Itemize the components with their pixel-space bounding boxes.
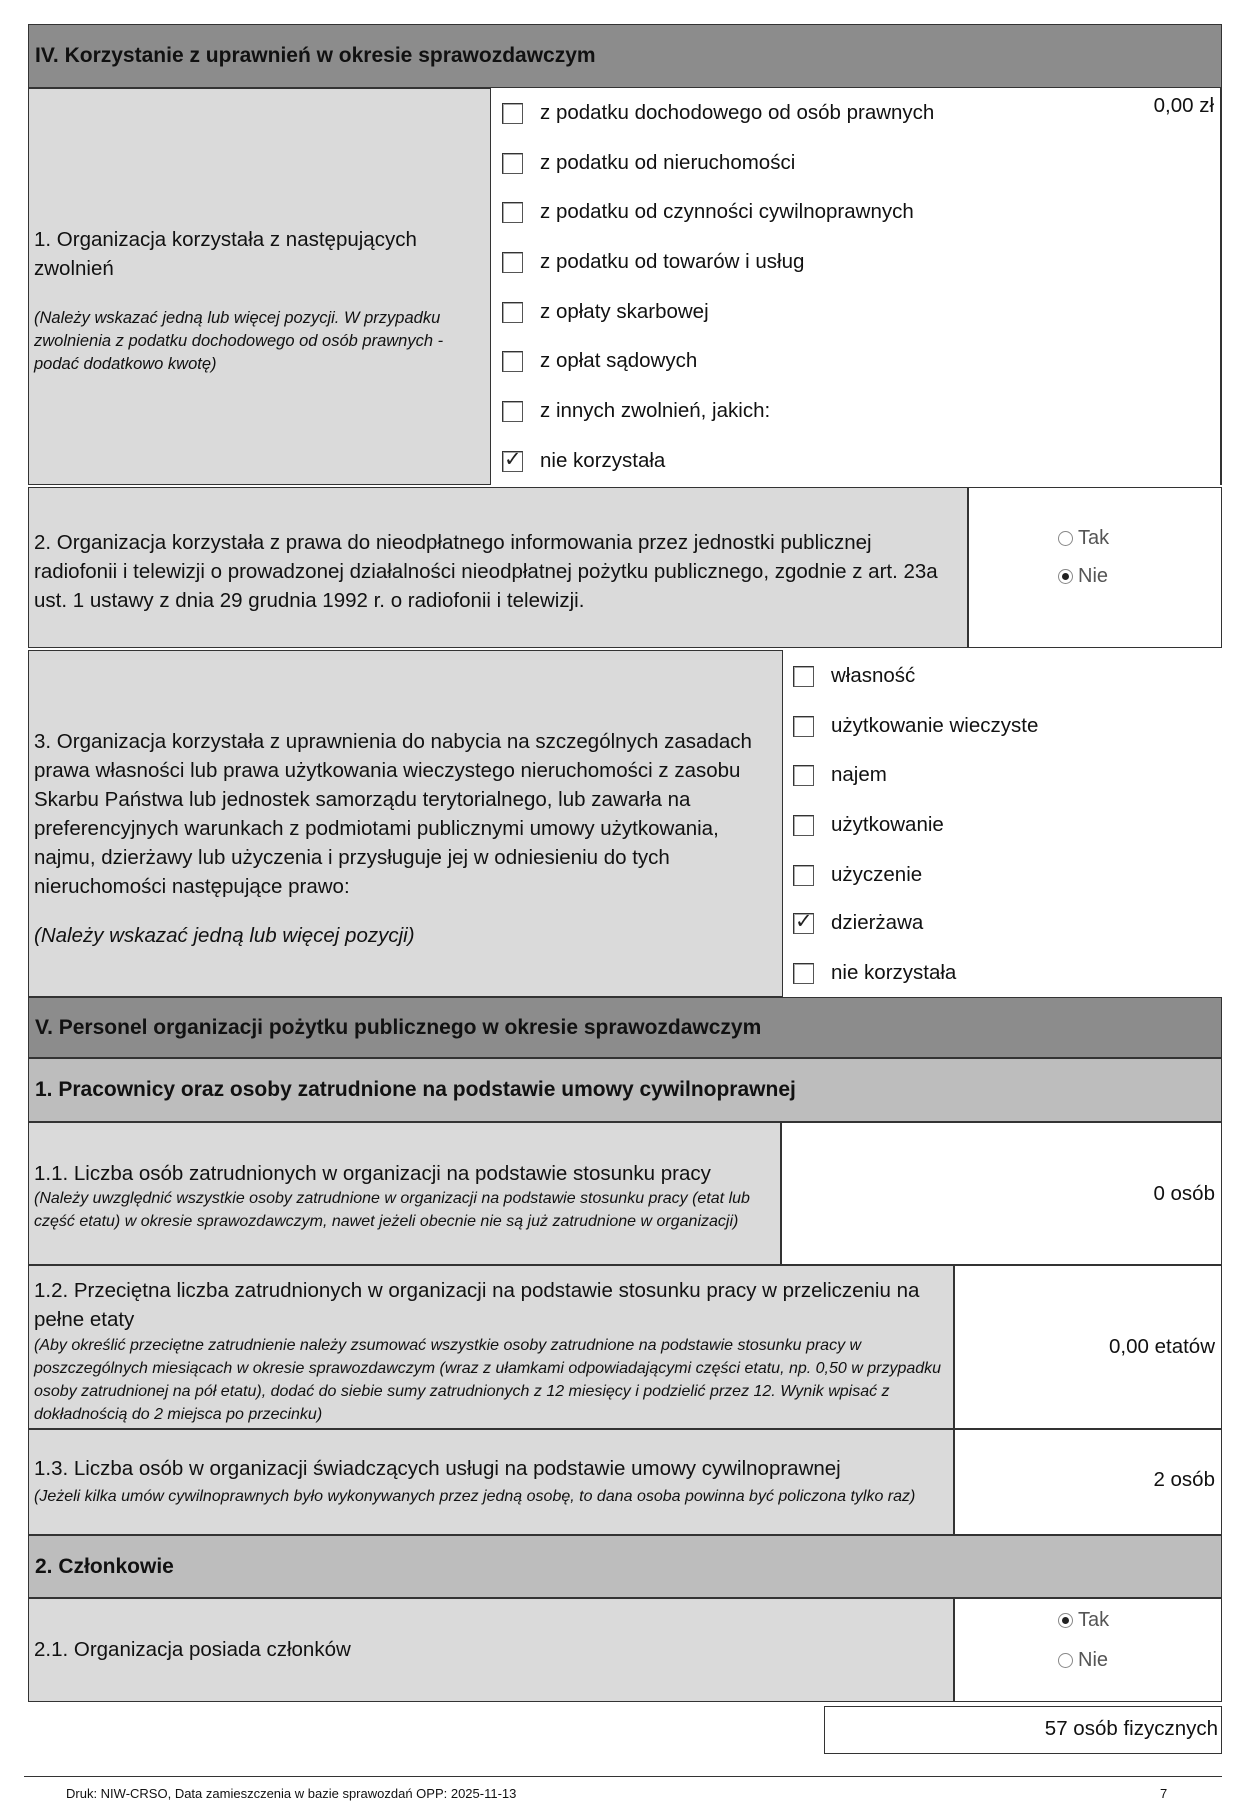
q1-label: 1. Organizacja korzystała z następujących zwolnień — [34, 228, 417, 280]
q12-note: (Aby określić przeciętne zatrudnienie należy zsumować wszystkie osoby zatrudnione na podstawie stosunku pracy w poszczególnych miesiącach w okresie sprawozdawczym (wraz z ułamkami odpowiadającymi części etatu, np. 0,50 w przypadku osoby zatrudnionej na pół etatu), dodać do siebie sumy zatrudnionych z 12 miesięcy i podzielić przez 12. Wynik wpisać z dokładnością do 2 miejsca po przecinku) — [34, 1337, 942, 1423]
q21-label-cell — [28, 1598, 954, 1702]
checkbox-checked-icon[interactable] — [502, 451, 523, 472]
section-v-header — [28, 997, 1222, 1058]
q2-label-cell — [28, 487, 968, 648]
subsection-1-title: 1. Pracownicy oraz osoby zatrudnione na podstawie umowy cywilnoprawnej — [35, 1078, 796, 1101]
checkbox-icon[interactable] — [502, 153, 523, 174]
checkbox-icon[interactable] — [502, 202, 523, 223]
q21-label: 2.1. Organizacja posiada członków — [34, 1638, 351, 1661]
q3-option-lease[interactable]: ✓ dzierżawa — [793, 911, 923, 935]
q3-option-ownership[interactable]: własność — [793, 664, 915, 688]
q13-label: 1.3. Liczba osób w organizacji świadczących usługi na podstawie umowy cywilnoprawnej — [34, 1457, 841, 1480]
q1-note: (Należy wskazać jedną lub więcej pozycji. W przypadku zwolnienia z podatku dochodowego od osób prawnych - podać dodatkowo kwotę) — [34, 309, 444, 373]
q12-value-cell — [954, 1265, 1222, 1429]
q13-value: 2 osób — [1153, 1468, 1215, 1491]
q1-option-none[interactable]: ✓ nie korzystała — [502, 449, 665, 473]
q11-note: (Należy uwzględnić wszystkie osoby zatrudnione w organizacji na podstawie stosunku pracy (etat lub część etatu) w okresie sprawozdawczym, nawet jeżeli obecnie nie są już zatrudnione w organizacji) — [34, 1190, 750, 1230]
checkbox-icon[interactable] — [502, 351, 523, 372]
q1-label-cell — [28, 88, 491, 485]
q13-label-cell — [28, 1429, 954, 1535]
q11-value: 0 osób — [1153, 1182, 1215, 1205]
radio-icon[interactable] — [1058, 1653, 1073, 1668]
q1-option-vat[interactable]: z podatku od towarów i usług — [502, 250, 804, 274]
q13-note: (Jeżeli kilka umów cywilnoprawnych było wykonywanych przez jedną osobę, to dana osoba powinna być policzona tylko raz) — [34, 1488, 916, 1505]
checkbox-icon[interactable] — [793, 765, 814, 786]
page-number: 7 — [1160, 1786, 1168, 1801]
footer-divider — [24, 1776, 1222, 1777]
q21-count-cell — [824, 1706, 1222, 1754]
q1-option-property-tax[interactable]: z podatku od nieruchomości — [502, 151, 795, 175]
q12-label-cell — [28, 1265, 954, 1429]
radio-selected-icon[interactable] — [1058, 1613, 1073, 1628]
q3-option-rent[interactable]: najem — [793, 763, 887, 787]
q11-label-cell — [28, 1122, 781, 1265]
q1-option-stamp-duty[interactable]: z opłaty skarbowej — [502, 300, 709, 324]
q2-option-no[interactable]: Nie — [1058, 565, 1108, 588]
checkbox-icon[interactable] — [502, 103, 523, 124]
subsection-2-header — [28, 1535, 1222, 1598]
section-iv-title: IV. Korzystanie z uprawnień w okresie sprawozdawczym — [35, 44, 596, 67]
q3-option-perpetual-usufruct[interactable]: użytkowanie wieczyste — [793, 714, 1038, 738]
q21-option-no[interactable]: Nie — [1058, 1649, 1108, 1672]
q21-option-yes[interactable]: Tak — [1058, 1609, 1109, 1632]
q21-count: 57 osób fizycznych — [1044, 1717, 1218, 1740]
checkbox-icon[interactable] — [502, 401, 523, 422]
q3-option-usufruct[interactable]: użytkowanie — [793, 813, 944, 837]
q12-label: 1.2. Przeciętna liczba zatrudnionych w organizacji na podstawie stosunku pracy w przeliczeniu na pełne etaty — [34, 1279, 920, 1331]
section-iv-header — [28, 24, 1222, 88]
radio-icon[interactable] — [1058, 531, 1073, 546]
q3-note: (Należy wskazać jedną lub więcej pozycji) — [34, 924, 415, 947]
q3-label-cell — [28, 650, 783, 997]
footer-text: Druk: NIW-CRSO, Data zamieszczenia w bazie sprawozdań OPP: 2025-11-13 — [66, 1786, 517, 1801]
q13-value-cell — [954, 1429, 1222, 1535]
checkbox-icon[interactable] — [793, 963, 814, 984]
q11-value-cell — [781, 1122, 1222, 1265]
q3-label: 3. Organizacja korzystała z uprawnienia do nabycia na szczególnych zasadach prawa własności lub prawa użytkowania wieczystego nieruchomości z zasobu Skarbu Państwa lub jednostek samorządu terytorialnego, lub zawarła na preferencyjnych warunkach z podmiotami publicznymi umowy użytkowania, najmu, dzierżawy lub użyczenia i przysługuje jej w odniesieniu do tych nieruchomości następujące prawo: — [34, 730, 752, 898]
checkbox-icon[interactable] — [502, 252, 523, 273]
q2-label: 2. Organizacja korzystała z prawa do nieodpłatnego informowania przez jednostki publicznej radiofonii i telewizji o prowadzonej działalności nieodpłatnej pożytku publicznego, zgodnie z art. 23a ust. 1 ustawy z dnia 29 grudnia 1992 r. o radiofonii i telewizji. — [34, 531, 938, 612]
q2-option-yes[interactable]: Tak — [1058, 527, 1109, 550]
subsection-2-title: 2. Członkowie — [35, 1554, 174, 1578]
checkbox-icon[interactable] — [793, 865, 814, 886]
q3-option-none[interactable]: nie korzystała — [793, 961, 956, 985]
q1-option-civil-law-tax[interactable]: z podatku od czynności cywilnoprawnych — [502, 200, 914, 224]
checkbox-icon[interactable] — [502, 302, 523, 323]
q1-options-cell — [491, 88, 1222, 485]
q1-option-other[interactable]: z innych zwolnień, jakich: — [502, 399, 770, 423]
q12-value: 0,00 etatów — [1109, 1335, 1215, 1358]
checkbox-icon[interactable] — [793, 666, 814, 687]
subsection-1-header — [28, 1058, 1222, 1122]
checkbox-icon[interactable] — [793, 716, 814, 737]
radio-selected-icon[interactable] — [1058, 569, 1073, 584]
q1-amount: 0,00 zł — [1153, 94, 1214, 117]
checkbox-checked-icon[interactable] — [793, 913, 814, 934]
q3-option-lending[interactable]: użyczenie — [793, 863, 922, 887]
q1-option-court-fees[interactable]: z opłat sądowych — [502, 349, 697, 373]
q1-option-cit[interactable]: z podatku dochodowego od osób prawnych — [502, 101, 934, 125]
q11-label: 1.1. Liczba osób zatrudnionych w organizacji na podstawie stosunku pracy — [34, 1162, 711, 1185]
checkbox-icon[interactable] — [793, 815, 814, 836]
section-v-title: V. Personel organizacji pożytku publicznego w okresie sprawozdawczym — [35, 1015, 762, 1039]
